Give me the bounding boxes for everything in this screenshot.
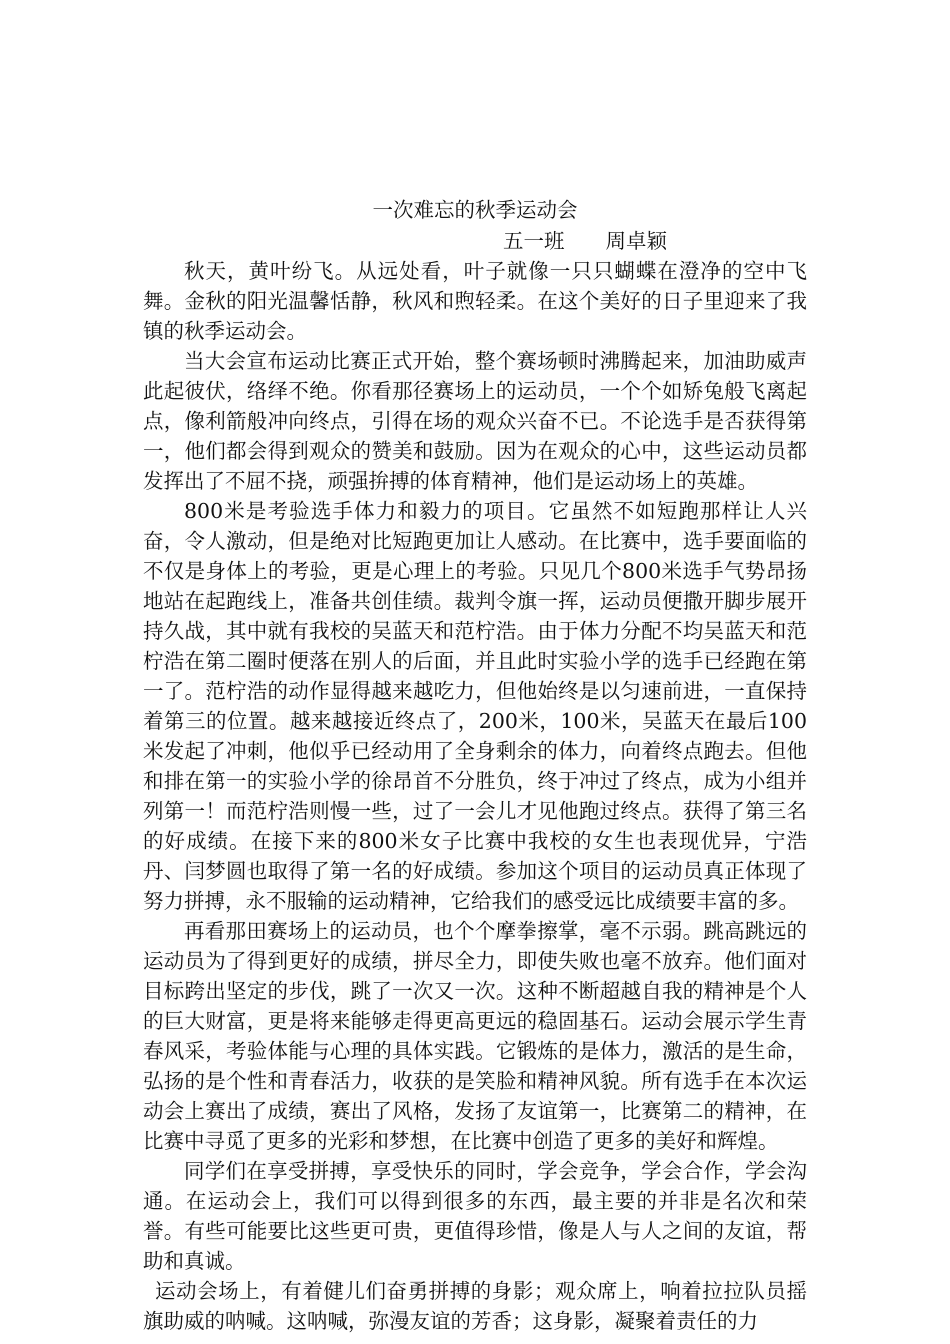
paragraph-3: 800米是考验选手体力和毅力的项目。它虽然不如短跑那样让人兴奋，令人激动，但是绝对比短跑更加让人感动。在比赛中，选手要面临的不仅是身体上的考验，更是心理上的考验。只见几个800米选手气势昂扬地站在起跑线上，准备共创佳绩。裁判令旗一挥，运动员便撒开脚步展开持久战，其中就有我校的吴蓝天和范柠浩。由于体力分配不均吴蓝天和范柠浩在第二圈时便落在别人的后面，并且此时实验小学的选手已经跑在第一了。范柠浩的动作显得越来越吃力，但他始终是以匀速前进，一直保持着第三的位置。越来越接近终点了，200米，100米，吴蓝天在最后100米发起了冲刺，他似乎已经动用了全身剩余的体力，向着终点跑去。但他和排在第一的实验小学的徐昂首不分胜负，终于冲过了终点，成为小组并列第一！而范柠浩则慢一些，过了一会儿才见他跑过终点。获得了第三名的好成绩。在接下来的800米女子比赛中我校的女生也表现优异，宁浩丹、闫梦圆也取得了第一名的好成绩。参加这个项目的运动员真正体现了努力拼搏，永不服输的运动精神，它给我们的感受远比成绩要丰富的多。 xyxy=(143,499,807,913)
document-title: 一次难忘的秋季运动会 xyxy=(372,198,578,222)
author-byline: 五一班 周卓颖 xyxy=(503,229,667,253)
paragraph-5: 同学们在享受拼搏，享受快乐的同时，学会竞争，学会合作，学会沟通。在运动会上，我们可以得到很多的东西，最主要的并非是名次和荣誉。有些可能要比这些更可贵，更值得珍惜，像是人与人之间的友谊，帮助和真诚。 xyxy=(143,1159,807,1273)
paragraph-4: 再看那田赛场上的运动员，也个个摩拳擦掌，毫不示弱。跳高跳远的运动员为了得到更好的成绩，拼尽全力，即使失败也毫不放弃。他们面对目标跨出坚定的步伐，跳了一次又一次。这种不断超越自我的精神是个人的巨大财富，更是将来能够走得更高更远的稳固基石。运动会展示学生青春风采，考验体能与心理的具体实践。它锻炼的是体力，激活的是生命，弘扬的是个性和青春活力，收获的是笑脸和精神风貌。所有选手在本次运动会上赛出了成绩，赛出了风格，发扬了友谊第一，比赛第二的精神，在比赛中寻觅了更多的光彩和梦想，在比赛中创造了更多的美好和辉煌。 xyxy=(143,919,807,1153)
paragraph-6: 运动会场上，有着健儿们奋勇拼搏的身影；观众席上，响着拉拉队员摇旗助威的呐喊。这呐喊，弥漫友谊的芳香；这身影，凝聚着责任的力 xyxy=(143,1279,807,1333)
paragraph-2: 当大会宣布运动比赛正式开始，整个赛场顿时沸腾起来，加油助威声此起彼伏，络绎不绝。你看那径赛场上的运动员，一个个如矫兔般飞离起点，像利箭般冲向终点，引得在场的观众兴奋不已。不论选手是否获得第一，他们都会得到观众的赞美和鼓励。因为在观众的心中，这些运动员都发挥出了不屈不挠，顽强拚搏的体育精神，他们是运动场上的英雄。 xyxy=(143,349,807,493)
paragraph-1: 秋天，黄叶纷飞。从远处看，叶子就像一只只蝴蝶在澄净的空中飞舞。金秋的阳光温馨恬静，秋风和煦轻柔。在这个美好的日子里迎来了我镇的秋季运动会。 xyxy=(143,259,807,343)
document-page xyxy=(143,194,807,1336)
